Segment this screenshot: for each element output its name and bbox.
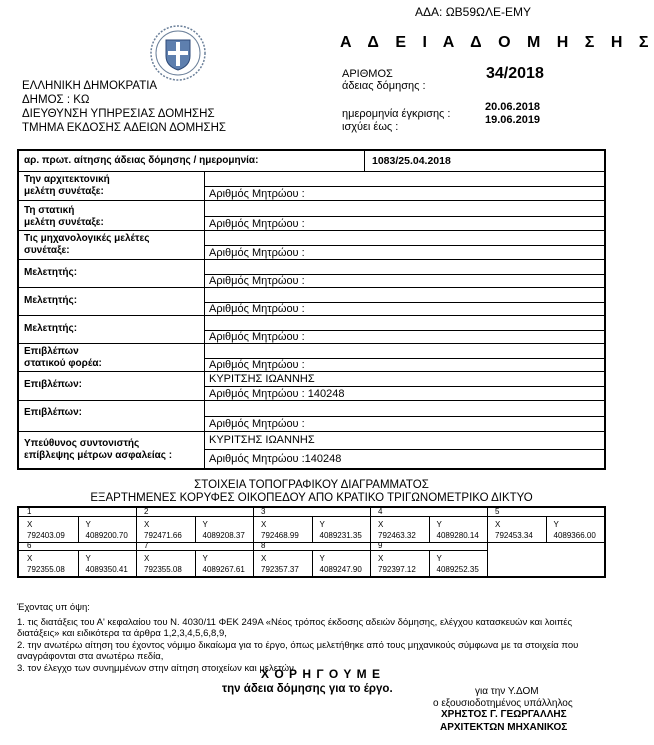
x-header: X bbox=[495, 520, 501, 529]
y-header: Y bbox=[85, 520, 91, 529]
signature-role: ο εξουσιοδοτημένος υπάλληλος bbox=[433, 698, 573, 709]
point-number: 6 bbox=[27, 541, 32, 550]
table-row: Επιβλέπων στατικού φορέα: Αριθμός Μητρώου : bbox=[19, 344, 604, 372]
x-header: X bbox=[261, 520, 267, 529]
x-header: X bbox=[378, 554, 384, 563]
topo-title: ΣΤΟΙΧΕΙΑ ΤΟΠΟΓΡΑΦΙΚΟΥ ΔΙΑΓΡΑΜΜΑΤΟΣ ΕΞΑΡΤΗΜΕΝΕΣ ΚΟΡΥΦΕΣ ΟΙΚΟΠΕΔΟΥ ΑΠΟ ΚΡΑΤΙΚΟ ΤΡΙΓΩΝΟΜΕΤΡΙΚΟ ΔΙΚΤΥΟ bbox=[90, 479, 533, 504]
x-header: X bbox=[144, 554, 150, 563]
approval-date: 20.06.2018 bbox=[485, 101, 541, 113]
point-number: 1 bbox=[27, 507, 32, 516]
grid-line bbox=[253, 508, 254, 576]
grid-line bbox=[195, 551, 196, 576]
point-number: 7 bbox=[144, 541, 149, 550]
y-header: Y bbox=[436, 554, 442, 563]
grid-line bbox=[370, 508, 371, 576]
x-header: X bbox=[27, 554, 33, 563]
x-value: 792397.12 bbox=[378, 565, 416, 574]
x-header: X bbox=[378, 520, 384, 529]
table-row: Μελετητής: Αριθμός Μητρώου : bbox=[19, 260, 604, 288]
protocol-value: 1083/25.04.2018 bbox=[372, 155, 451, 167]
grid-line bbox=[312, 551, 313, 576]
x-value: 792468.99 bbox=[261, 531, 299, 540]
grant-text: την άδεια δόμησης για το έργο. bbox=[222, 683, 393, 695]
table-row: Επιβλέπων: ΚΥΡΙΤΣΗΣ ΙΩΑΝΝΗΣ Αριθμός Μητρώου : 140248 bbox=[19, 372, 604, 401]
permit-details-table bbox=[17, 149, 606, 470]
y-value: 4089350.41 bbox=[85, 565, 128, 574]
x-header: X bbox=[144, 520, 150, 529]
y-value: 4089366.00 bbox=[553, 531, 596, 540]
grid-line bbox=[429, 517, 430, 542]
valid-until-label: ισχύει έως : bbox=[342, 121, 399, 133]
signature-for: για την Υ.ΔΟΜ bbox=[475, 686, 539, 697]
table-row: Επιβλέπων: Αριθμός Μητρώου : bbox=[19, 401, 604, 432]
y-header: Y bbox=[85, 554, 91, 563]
approval-date-label: ημερομηνία έγκρισης : bbox=[342, 108, 451, 120]
y-value: 4089200.70 bbox=[85, 531, 128, 540]
valid-until-date: 19.06.2019 bbox=[485, 114, 541, 126]
y-header: Y bbox=[553, 520, 559, 529]
y-value: 4089252.35 bbox=[436, 565, 479, 574]
y-value: 4089208.37 bbox=[202, 531, 245, 540]
permit-number: 34/2018 bbox=[486, 65, 544, 82]
grid-line bbox=[546, 517, 547, 542]
point-number: 3 bbox=[261, 507, 266, 516]
coordinates-grid bbox=[17, 506, 606, 578]
point-number: 5 bbox=[495, 507, 500, 516]
signatory-name: ΧΡΗΣΤΟΣ Γ. ΓΕΩΡΓΑΛΛΗΣ bbox=[441, 709, 567, 720]
grant-heading: Χ Ο Ρ Η Γ Ο Υ Μ Ε bbox=[261, 667, 382, 681]
x-header: X bbox=[261, 554, 267, 563]
y-header: Y bbox=[319, 520, 325, 529]
point-number: 4 bbox=[378, 507, 383, 516]
greek-emblem-icon bbox=[149, 24, 207, 82]
point-number: 8 bbox=[261, 541, 266, 550]
grid-line bbox=[78, 551, 79, 576]
x-value: 792357.37 bbox=[261, 565, 299, 574]
grid-line bbox=[312, 517, 313, 542]
grid-line bbox=[19, 542, 604, 543]
y-value: 4089267.61 bbox=[202, 565, 245, 574]
x-value: 792403.09 bbox=[27, 531, 65, 540]
x-value: 792453.34 bbox=[495, 531, 533, 540]
table-row: Την αρχιτεκτονική μελέτη συνέταξε: Αριθμός Μητρώου : bbox=[19, 172, 604, 201]
document-title: Α Δ Ε Ι Α Δ Ο Μ Η Σ Η Σ bbox=[340, 34, 654, 51]
x-value: 792471.66 bbox=[144, 531, 182, 540]
y-value: 4089247.90 bbox=[319, 565, 362, 574]
signatory-title: ΑΡΧΙΤΕΚΤΩΝ ΜΗΧΑΝΙΚΟΣ bbox=[440, 722, 568, 733]
permit-number-label: ΑΡΙΘΜΟΣ άδειας δόμησης : bbox=[342, 68, 426, 92]
x-value: 792355.08 bbox=[144, 565, 182, 574]
issuing-authority: ΕΛΛΗΝΙΚΗ ΔΗΜΟΚΡΑΤΙΑ ΔΗΜΟΣ : ΚΩ ΔΙΕΥΘΥΝΣΗ ΥΠΗΡΕΣΙΑΣ ΔΟΜΗΣΗΣ ΤΜΗΜΑ ΕΚΔΟΣΗΣ ΑΔΕΙΩΝ ΔΟΜΗΣΗΣ bbox=[22, 80, 227, 134]
y-header: Y bbox=[319, 554, 325, 563]
point-number: 2 bbox=[144, 507, 149, 516]
grid-line bbox=[78, 517, 79, 542]
x-value: 792463.32 bbox=[378, 531, 416, 540]
point-number: 9 bbox=[378, 541, 383, 550]
y-header: Y bbox=[436, 520, 442, 529]
protocol-row bbox=[19, 151, 604, 172]
table-row: Μελετητής: Αριθμός Μητρώου : bbox=[19, 316, 604, 344]
y-header: Y bbox=[202, 520, 208, 529]
table-row: Μελετητής: Αριθμός Μητρώου : bbox=[19, 288, 604, 316]
table-row: Υπεύθυνος συντονιστής επίβλεψης μέτρων ασφαλείας : ΚΥΡΙΤΣΗΣ ΙΩΑΝΝΗΣ Αριθμός Μητρώου :140248 bbox=[19, 432, 604, 468]
grid-line bbox=[136, 508, 137, 576]
x-header: X bbox=[27, 520, 33, 529]
grid-line bbox=[487, 508, 488, 576]
legal-basis: Έχοντας υπ όψη: 1. τις διατάξεις του Α' κεφαλαίου του Ν. 4030/11 ΦΕΚ 249Α «Νέος τρόπος έκδοσης αδειών δόμησης, ελέγχου κατασκευών και λοιπές διατάξεις» και ειδικότερα τα άρθρα 1,2,3,4,5,6,8,9, 2. την ανωτέρω αίτηση του έχοντος νόμιμο δικαίωμα για το έργο, όπως μελετήθηκε από τους μηχανικούς σύμφωνα με τα στοιχεία που αναγράφονται στα ανωτέρω πεδία, 3. τον έλεγχο των συνημμένων στην αίτηση στοιχείων και μελετών, bbox=[17, 602, 579, 674]
protocol-label: αρ. πρωτ. αίτησης άδειας δόμησης / ημερομηνία: bbox=[24, 155, 259, 166]
x-value: 792355.08 bbox=[27, 565, 65, 574]
y-value: 4089231.35 bbox=[319, 531, 362, 540]
grid-line bbox=[429, 551, 430, 576]
table-row: Τις μηχανολογικές μελέτες συνέταξε: Αριθμός Μητρώου : bbox=[19, 231, 604, 260]
table-row: Τη στατική μελέτη συνέταξε: Αριθμός Μητρώου : bbox=[19, 201, 604, 231]
ada-code: ΑΔΑ: ΩΒ59ΩΛΕ-ΕΜΥ bbox=[415, 5, 532, 19]
y-header: Y bbox=[202, 554, 208, 563]
grid-line bbox=[195, 517, 196, 542]
y-value: 4089280.14 bbox=[436, 531, 479, 540]
